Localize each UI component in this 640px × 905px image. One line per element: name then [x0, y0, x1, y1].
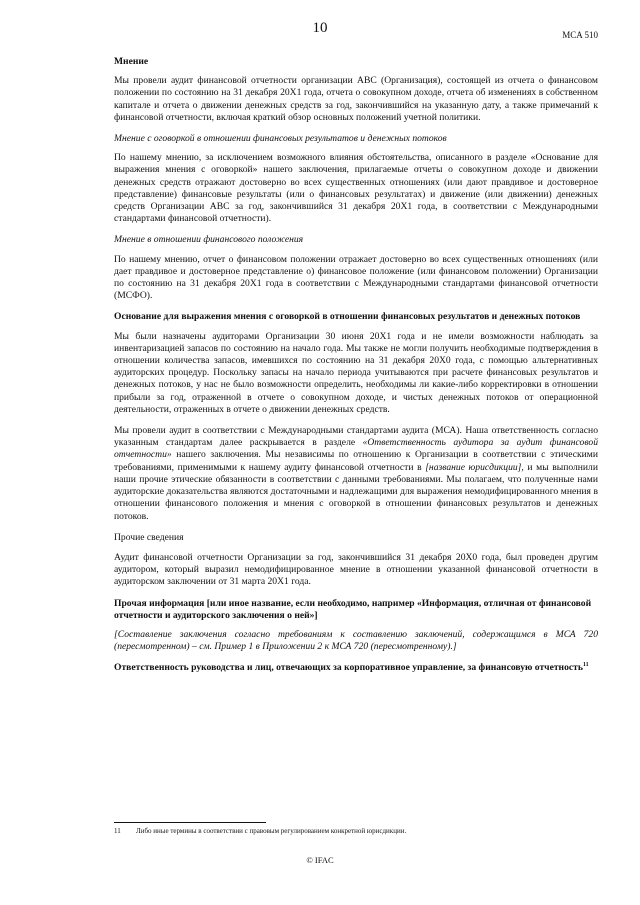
opinion-paragraph: Мы провели аудит финансовой отчетности организации ABC (Организация), состоящей из отчета о финансовом положении по состоянию на 31 декабря 20X1 года, отчета о совокупном доходе, отчета об изменениях в собственном капитале и отчета о движении денежных средств за год, закончившийся на указанную дату, а также примечаний к финансовой отчетности, включая краткий обзор основных положений учетной политики.	[114, 75, 598, 123]
other-matter-heading: Прочие сведения	[114, 531, 184, 543]
footnote-text: Либо иные термины в соответствии с правовым регулированием конкретной юрисдикции.	[136, 827, 407, 835]
standard-code: MCA 510	[562, 30, 598, 40]
qualified-opinion-heading: Мнение с оговоркой в отношении финансовых результатов и денежных потоков	[114, 133, 447, 145]
footnote-reference[interactable]: 11	[582, 662, 589, 669]
management-responsibility-heading-text: Ответственность руководства и лиц, отвечающих за корпоративное управление, за финансовую отчетность	[114, 662, 583, 674]
copyright: © IFAC	[306, 855, 334, 865]
other-information-heading: Прочая информация [или иное название, если необходимо, например «Информация, отличная от финансовой отчетности и аудиторского заключения о ней»]	[114, 597, 592, 621]
qualified-opinion-paragraph: По нашему мнению, за исключением возможного влияния обстоятельства, описанного в разделе «Основание для выражения мнения с оговоркой» нашего заключения, прилагаемые отчеты о совокупном доходе и движении денежных средств отражают достоверно во всех существенных отношениях (или дают правдивое и достоверное представление) финансовые результаты (или о финансовых результатах) и движение (или движении) денежных средств Организации ABC за год, закончившийся 31 декабря 20X1 года, в соответствии с Международными стандартами финансовой отчетности).	[114, 152, 598, 225]
basis-text-part: Мы провели аудит в соответствии с Международными стандартами аудита (МСА). Наша ответственность согласно указанным стандартам далее раскрывается в разделе	[114, 425, 598, 449]
financial-position-opinion-paragraph: По нашему мнению, отчет о финансовом положении отражает достоверно во всех существенных отношениях (или дает правдивое и достоверное представление о) финансовое положение (или финансовом положении) Организации по состоянию на 31 декабря 20X1 года в соответствии с Международными стандартами финансовой отчетности (МСФО).	[114, 253, 598, 302]
financial-position-opinion-heading: Мнение в отношении финансового положения	[114, 234, 304, 246]
document-body	[114, 56, 598, 682]
other-matter-paragraph: Аудит финансовой отчетности Организации за год, закончившийся 31 декабря 20X0 года, был проведен другим аудитором, который выразил немодифицированное мнение в отношении указанной финансовой отчетности в аудиторском заключении от 31 марта 20X1 года.	[114, 551, 598, 588]
other-information-note: [Составление заключения согласно требованиям к составлению заключений, содержащимся в МСА 720 (пересмотренном) – см. Пример 1 в Приложении 2 к МСА 720 (пересмотренному).]	[114, 628, 598, 653]
page-number: 10	[312, 20, 328, 36]
auditor-responsibility-reference: «Ответственность аудитора за аудит финансовой отчетности»	[114, 437, 598, 461]
basis-paragraph-standards	[114, 425, 598, 523]
basis-for-qualified-opinion-heading: Основание для выражения мнения с оговоркой в отношении финансовых результатов и денежных потоков	[114, 311, 581, 323]
basis-paragraph-inventory: Мы были назначены аудиторами Организации 30 июня 20X1 года и не имели возможности наблюдать за инвентаризацией запасов по состоянию на начало года. Мы также не могли получить необходимые подтверждения в отношении количества запасов, имевшихся по состоянию на 31 декабря 20X0 года, с помощью альтернативных аудиторских процедур. Поскольку запасы на начало периода учитываются при расчете финансовых результатов и денежных потоков, у нас не было возможности определить, необходимы ли какие-либо корректировки в отношении прибыли за год, отраженной в отчете о совокупном доходе, и чистых денежных потоков от операционной деятельности, отраженных в отчете о движении денежных средств.	[114, 330, 598, 415]
basis-text-part: , и мы выполнили наши прочие этические обязанности в соответствии с данными требованиями. Мы полагаем, что полученные нами аудиторские доказательства являются достаточными и надлежащими для выражения немодифицированного мнения в отношении финансового положения и мнения с оговоркой в отношении финансовых результатов и денежных потоков.	[114, 461, 598, 522]
management-responsibility-heading	[114, 662, 598, 674]
jurisdiction-placeholder: [название юрисдикции]	[425, 461, 522, 473]
footnote-divider	[114, 822, 266, 823]
footnote-number: 11	[114, 827, 121, 835]
basis-text-part: нашего заключения. Мы независимы по отношению к Организации в соответствии с этическими требованиями, применимыми к нашему аудиту финансовой отчетности в	[114, 449, 598, 473]
footnote	[114, 826, 598, 836]
opinion-heading: Мнение	[114, 56, 149, 67]
